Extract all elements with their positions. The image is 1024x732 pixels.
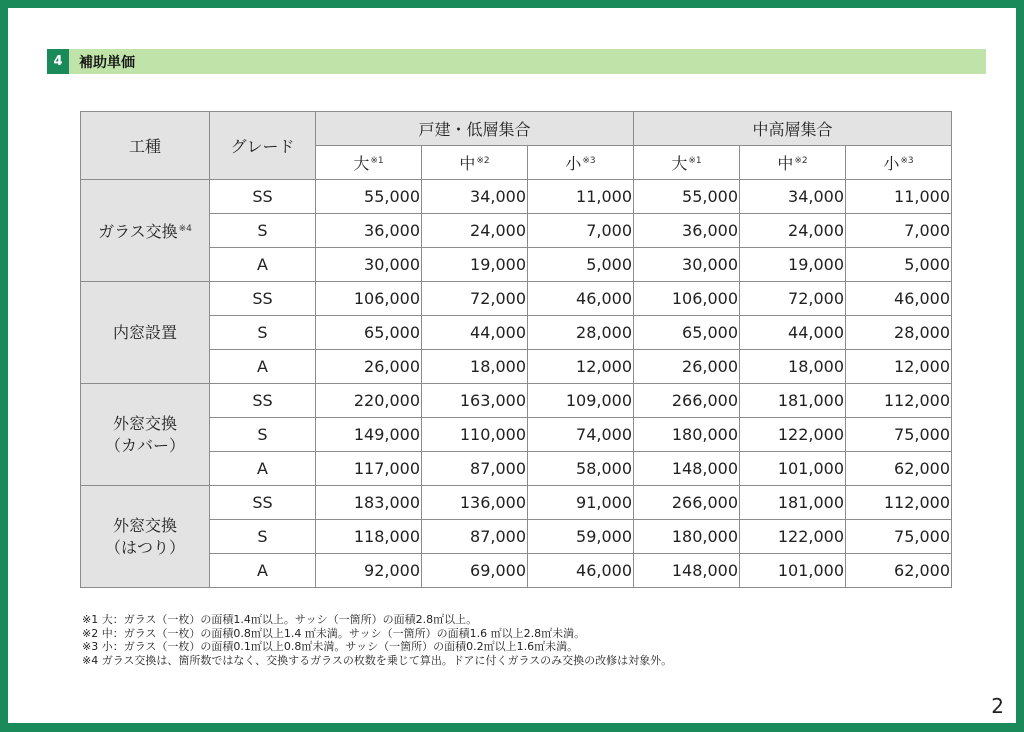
grade-cell: S [210, 316, 316, 350]
amount-cell: 112,000 [846, 486, 952, 520]
amount-cell: 118,000 [316, 520, 422, 554]
section-header [47, 49, 986, 74]
amount-cell: 122,000 [740, 418, 846, 452]
amount-cell: 30,000 [634, 248, 740, 282]
category-cell: 外窓交換 （カバー） [81, 384, 210, 486]
amount-cell: 91,000 [528, 486, 634, 520]
amount-cell: 12,000 [846, 350, 952, 384]
amount-cell: 11,000 [846, 180, 952, 214]
category-cell: 内窓設置 [81, 282, 210, 384]
amount-cell: 106,000 [634, 282, 740, 316]
table-row [81, 350, 952, 384]
amount-cell: 46,000 [528, 282, 634, 316]
amount-cell: 117,000 [316, 452, 422, 486]
amount-cell: 24,000 [422, 214, 528, 248]
header-size: 中$^{※2}$ [740, 146, 846, 180]
amount-cell: 7,000 [528, 214, 634, 248]
amount-cell: 163,000 [422, 384, 528, 418]
amount-cell: 181,000 [740, 486, 846, 520]
amount-cell: 18,000 [422, 350, 528, 384]
amount-cell: 149,000 [316, 418, 422, 452]
amount-cell: 101,000 [740, 452, 846, 486]
table-row [81, 248, 952, 282]
amount-cell: 109,000 [528, 384, 634, 418]
header-size: 中$^{※2}$ [422, 146, 528, 180]
table-row [81, 384, 952, 418]
header-size: 小$^{※3}$ [528, 146, 634, 180]
amount-cell: 180,000 [634, 418, 740, 452]
table-row [81, 486, 952, 520]
amount-cell: 19,000 [422, 248, 528, 282]
amount-cell: 18,000 [740, 350, 846, 384]
header-group-low-rise: 戸建・低層集合 [316, 112, 634, 146]
header-group-mid-high-rise: 中高層集合 [634, 112, 952, 146]
amount-cell: 72,000 [740, 282, 846, 316]
amount-cell: 92,000 [316, 554, 422, 588]
amount-cell: 136,000 [422, 486, 528, 520]
table-row [81, 554, 952, 588]
amount-cell: 181,000 [740, 384, 846, 418]
grade-cell: A [210, 554, 316, 588]
grade-cell: SS [210, 384, 316, 418]
amount-cell: 36,000 [316, 214, 422, 248]
table-row [81, 180, 952, 214]
amount-cell: 5,000 [528, 248, 634, 282]
table-row [81, 214, 952, 248]
grade-cell: S [210, 418, 316, 452]
amount-cell: 87,000 [422, 452, 528, 486]
amount-cell: 24,000 [740, 214, 846, 248]
amount-cell: 112,000 [846, 384, 952, 418]
amount-cell: 26,000 [316, 350, 422, 384]
amount-cell: 55,000 [634, 180, 740, 214]
amount-cell: 110,000 [422, 418, 528, 452]
footnote: ※3 小：ガラス（一枚）の面積0.1㎡以上0.8㎡未満。サッシ（一箇所）の面積0.2㎡以上1.6㎡未満。 [82, 640, 579, 653]
footnotes [82, 613, 672, 667]
section-number: 4 [47, 49, 69, 74]
footnote: ※2 中：ガラス（一枚）の面積0.8㎡以上1.4 ㎡未満。サッシ（一箇所）の面積1.6 ㎡以上2.8㎡未満。 [82, 626, 586, 640]
header-size: 小$^{※3}$ [846, 146, 952, 180]
footnote: ※1 大：ガラス（一枚）の面積1.4㎡以上。サッシ（一箇所）の面積2.8㎡以上。 [82, 613, 478, 626]
amount-cell: 62,000 [846, 452, 952, 486]
grade-cell: SS [210, 180, 316, 214]
footnote: ※4 ガラス交換は、箇所数ではなく、交換するガラスの枚数を乗じて算出。ドアに付くガラスのみ交換の改修は対象外。 [82, 653, 673, 667]
amount-cell: 148,000 [634, 452, 740, 486]
amount-cell: 7,000 [846, 214, 952, 248]
amount-cell: 106,000 [316, 282, 422, 316]
amount-cell: 62,000 [846, 554, 952, 588]
amount-cell: 19,000 [740, 248, 846, 282]
amount-cell: 12,000 [528, 350, 634, 384]
amount-cell: 220,000 [316, 384, 422, 418]
amount-cell: 11,000 [528, 180, 634, 214]
amount-cell: 183,000 [316, 486, 422, 520]
table-row [81, 418, 952, 452]
amount-cell: 65,000 [634, 316, 740, 350]
subsidy-table [80, 111, 952, 588]
amount-cell: 28,000 [528, 316, 634, 350]
grade-cell: A [210, 350, 316, 384]
amount-cell: 26,000 [634, 350, 740, 384]
amount-cell: 46,000 [846, 282, 952, 316]
amount-cell: 34,000 [422, 180, 528, 214]
amount-cell: 101,000 [740, 554, 846, 588]
table-row [81, 316, 952, 350]
header-size: 大$^{※1}$ [316, 146, 422, 180]
grade-cell: S [210, 520, 316, 554]
header-grade: グレード [210, 112, 316, 180]
amount-cell: 87,000 [422, 520, 528, 554]
amount-cell: 148,000 [634, 554, 740, 588]
amount-cell: 55,000 [316, 180, 422, 214]
amount-cell: 36,000 [634, 214, 740, 248]
amount-cell: 58,000 [528, 452, 634, 486]
amount-cell: 28,000 [846, 316, 952, 350]
category-cell: ガラス交換$^{※4}$ [81, 180, 210, 282]
amount-cell: 180,000 [634, 520, 740, 554]
amount-cell: 72,000 [422, 282, 528, 316]
table-row [81, 452, 952, 486]
grade-cell: A [210, 248, 316, 282]
category-cell: 外窓交換 （はつり） [81, 486, 210, 588]
amount-cell: 59,000 [528, 520, 634, 554]
amount-cell: 266,000 [634, 384, 740, 418]
amount-cell: 5,000 [846, 248, 952, 282]
grade-cell: SS [210, 486, 316, 520]
grade-cell: S [210, 214, 316, 248]
amount-cell: 44,000 [422, 316, 528, 350]
amount-cell: 34,000 [740, 180, 846, 214]
amount-cell: 65,000 [316, 316, 422, 350]
amount-cell: 74,000 [528, 418, 634, 452]
grade-cell: A [210, 452, 316, 486]
header-type: 工種 [81, 112, 210, 180]
amount-cell: 266,000 [634, 486, 740, 520]
amount-cell: 75,000 [846, 520, 952, 554]
amount-cell: 122,000 [740, 520, 846, 554]
amount-cell: 75,000 [846, 418, 952, 452]
section-title: 補助単価 [79, 54, 135, 71]
amount-cell: 44,000 [740, 316, 846, 350]
amount-cell: 46,000 [528, 554, 634, 588]
grade-cell: SS [210, 282, 316, 316]
header-size: 大$^{※1}$ [634, 146, 740, 180]
table-row [81, 520, 952, 554]
page-number: 2 [991, 694, 1004, 718]
table-row [81, 282, 952, 316]
amount-cell: 69,000 [422, 554, 528, 588]
amount-cell: 30,000 [316, 248, 422, 282]
